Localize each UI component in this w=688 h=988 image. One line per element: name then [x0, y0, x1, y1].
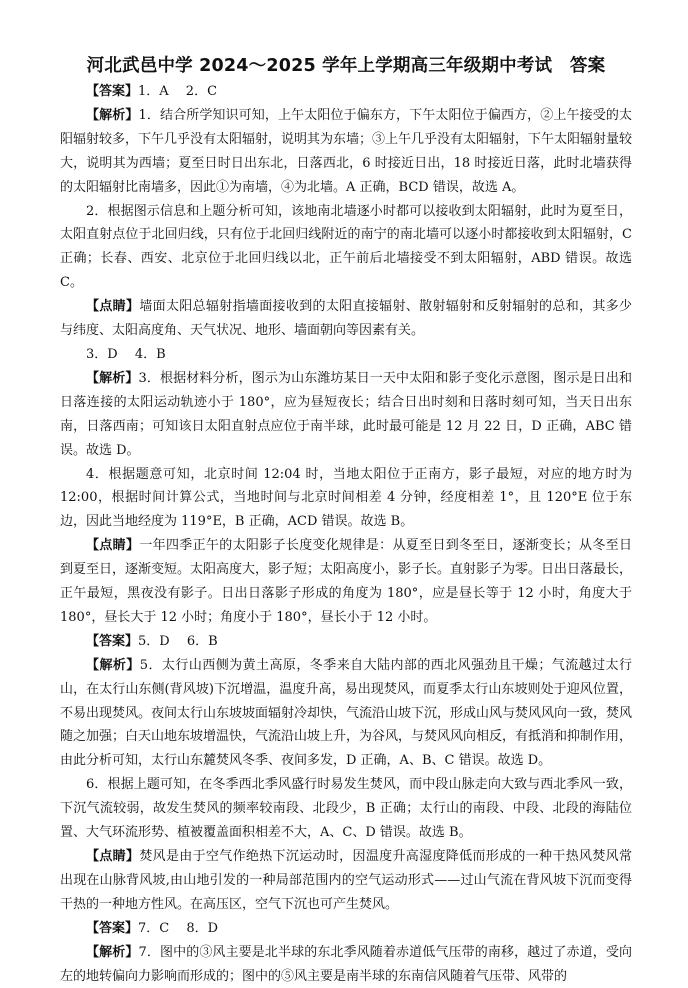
paragraph-label: 【解析】 — [86, 107, 139, 123]
paragraph — [60, 845, 632, 917]
paragraph-text: 5．太行山西侧为黄土高原，冬季来自大陆内部的西北风强劲且干燥；气流越过太行山，在太行山东侧(背风坡)下沉增温，温度升高，易出现焚风，而夏季太行山东坡则处于迎风位置，不易出现焚风。夜间太行山东坡坡面辐射冷却快，气流沿山坡下沉，形成山风与焚风风向一致，焚风随之加强；白天山地东坡增温快，气流沿山坡上升，为谷风，与焚风风向相反，有抵消和抑制作用，由此分析可知，太行山东麓焚风冬季、夜间多发，D 正确，A、B、C 错误。故选 D。 — [60, 657, 633, 769]
paragraph-label: 【解析】 — [86, 944, 139, 960]
paragraph-text: 5．D 6．B — [138, 633, 218, 649]
paragraph — [60, 80, 632, 104]
paragraph-text: 4．根据题意可知，北京时间 12:04 时，当地太阳位于正南方，影子最短，对应的地方时为 12:00，根据时间计算公式，当地时间与北京时间相差 4 分钟，经度相差 1°，且 120°E 位于东边，因此当地经度为 119°E，B 正确，ACD 错误。故选 B。 — [60, 466, 637, 530]
paragraph — [60, 295, 632, 343]
paragraph-text: 2．根据图示信息和上题分析可知，该地南北墙逐小时都可以接收到太阳辐射，此时为夏至日，太阳直射点位于北回归线，只有位于北回归线附近的南宁的南北墙可以逐小时都接收到太阳辐射，C 正确；长春、西安、北京位于北回归线以北，正午前后北墙接受不到太阳辐射，ABD 错误。故选 C。 — [60, 203, 637, 291]
paragraph — [60, 917, 632, 941]
paragraph — [60, 367, 632, 463]
paragraph — [60, 343, 632, 367]
paragraph-label: 【答案】 — [86, 84, 139, 99]
paragraph-label: 【解析】 — [86, 370, 139, 386]
document-body — [60, 80, 637, 988]
paragraph-text: 6．根据上题可知，在冬季西北季风盛行时易发生焚风，而中段山脉走向大致与西北季风一致，下沉气流较弱，故发生焚风的频率较南段、北段少，B 正确；太行山的南段、中段、北段的海陆位置、大气环流形势、植被覆盖面积相差不大，A、C、D 错误。故选 B。 — [60, 777, 632, 841]
paragraph-text: 一年四季正午的太阳影子长度变化规律是：从夏至日到冬至日，逐渐变长；从冬至日到夏至日，逐渐变短。太阳高度大，影子短；太阳高度小，影子长。直射影子为零。日出日落最长，正午最短，黑夜没有影子。日出日落影子形成的角度为 180°，应是昼长等于 12 小时，角度大于 180°，昼长大于 12 小时；角度小于 180°，昼长小于 12 小时。 — [60, 538, 637, 625]
paragraph-label: 【点睛】 — [86, 299, 140, 315]
paragraph-text: 3．D 4．B — [86, 346, 166, 362]
paragraph-label: 【解析】 — [86, 657, 140, 673]
paragraph — [60, 104, 632, 200]
paragraph — [60, 200, 637, 296]
paragraph-label: 【点睛】 — [86, 849, 140, 864]
paragraph-label: 【答案】 — [86, 920, 139, 936]
paragraph — [60, 941, 632, 988]
paragraph-text: 7．C 8．D — [138, 920, 219, 936]
document-title: 河北武邑中学 2024～2025 学年上学期高三年级期中考试 答案 — [86, 56, 606, 76]
paragraph — [60, 654, 632, 774]
paragraph-text: 焚风是由于空气作绝热下沉运动时，因温度升高湿度降低而形成的一种干热风焚风常出现在山脉背风坡,由山地引发的一种局部范围内的空气运动形式——过山气流在背风坡下沉而变得干热的一种地方性风。在高压区，空气下沉也可产生焚风。 — [60, 849, 632, 912]
paragraph-text: 1．结合所学知识可知，上午太阳位于偏东方，下午太阳位于偏西方，②上午接受的太阳辐射较多，下午几乎没有太阳辐射，说明其为东墙；③上午几乎没有太阳辐射，下午太阳辐射量较大，说明其为西墙；夏至日时日出东北，日落西北，6 时接近日出，18 时接近日落，此时北墙获得的太阳辐射比南墙多，因此①为南墙，④为北墙。A 正确，BCD 错误，故选 A。 — [60, 107, 633, 195]
paragraph-text: 7．图中的③风主要是北半球的东北季风随着赤道低气压带的南移，越过了赤道，受向左的地转偏向力影响而形成的；图中的⑤风主要是南半球的东南信风随着气压带、风带的 — [60, 944, 632, 984]
paragraph — [60, 534, 637, 630]
paragraph — [60, 630, 632, 654]
paragraph — [60, 773, 632, 845]
paragraph-label: 【点睛】 — [86, 538, 140, 554]
paragraph-label: 【答案】 — [86, 633, 139, 649]
paragraph-text: 3．根据材料分析，图示为山东潍坊某日一天中太阳和影子变化示意图，图示是日出和日落连接的太阳运动轨迹小于 180°，应为昼短夜长；结合日出时刻和日落时刻可知，当天日出东南，日落西南；可知该日太阳直射点应位于南半球，此时最可能是 12 月 22 日，D 正确，ABC 错误。故选 D。 — [60, 370, 632, 458]
paragraph-text: 墙面太阳总辐射指墙面接收到的太阳直接辐射、散射辐射和反射辐射的总和，其多少与纬度、太阳高度角、天气状况、地形、墙面朝向等因素有关。 — [60, 299, 632, 339]
paragraph — [60, 463, 637, 535]
paragraph-text: 1．A 2．C — [138, 84, 218, 99]
